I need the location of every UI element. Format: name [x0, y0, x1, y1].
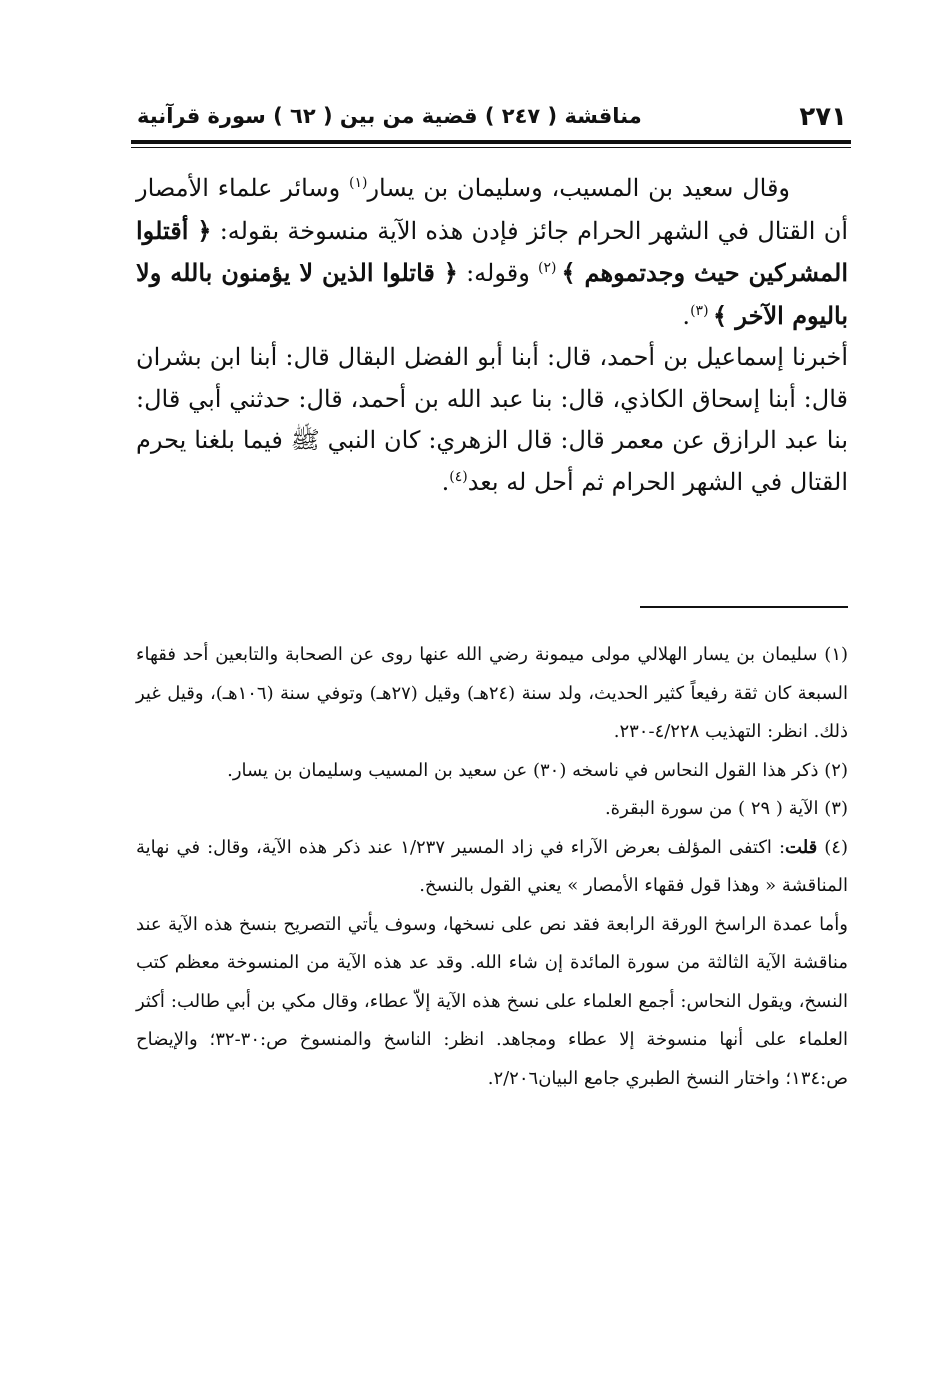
paragraph-2	[136, 337, 848, 503]
footnote-ref-4: (٤)	[449, 468, 468, 485]
paragraph-1-text-3: وقوله:	[457, 259, 538, 287]
paragraph-1-text-4: .	[682, 301, 691, 330]
footnote-3: (٣) الآية ( ٢٩ ) من سورة البقرة.	[604, 798, 848, 819]
footnote-4-number: (٤)	[817, 836, 848, 858]
quran-verse-2: ﴿ قاتلوا الذين لا يؤمنون بالله ولا باليوم الآخر ﴾	[136, 258, 848, 330]
paragraph-2-text-1: أخبرنا إسماعيل بن أحمد، قال: أبنا أبو الفضل البقال قال: أبنا ابن بشران قال: أبنا إسحاق الكاذي، قال: بنا عبد الله بن أحمد، قال: حدثني أبي قال: بنا عبد الرازق عن معمر قال: قال الزهري: كان النبي ﷺ فيما بلغنا يحرم القتال في الشهر الحرام ثم أحل له بعد	[136, 343, 848, 496]
main-text	[136, 168, 848, 503]
quran-verse-1: ﴿ أقتلوا المشركين حيث وجدتموهم ﴾	[136, 215, 849, 287]
paragraph-1	[136, 168, 848, 337]
footnote-4-continuation: وأما عمدة الراسخ الورقة الرابعة فقد نص على نسخها، وسوف يأتي التصريح بنسخ هذه الآية عند مناقشة الآية الثالثة من سورة المائدة إن شاء الله. وقد عد هذه الآية من المنسوخة معظم كتب النسخ، ويقول النحاس: أجمع العلماء على نسخ هذه الآية إلاّ عطاء، وقال مكي بن أبي طالب: أكثر العلماء على أنها منسوخة إلا عطاء ومجاهد. انظر: الناسخ والمنسوخ ص:٣٠-٣٢؛ والإيضاح ص:١٣٤؛ واختار النسخ الطبري جامع البيان٢/٢٠٦.	[136, 913, 848, 1089]
footnotes	[136, 636, 848, 1098]
paragraph-2-text-2: .	[441, 467, 450, 496]
paragraph-1-text-2: وسائر علماء الأمصار أن القتال في الشهر الحرام جائز فإدن هذه الآية منسوخة بقوله:	[136, 174, 848, 245]
footnote-separator	[640, 606, 848, 608]
footnote-4-bold-word: قلت	[785, 836, 818, 858]
running-title: مناقشة ( ٢٤٧ ) قضية من بين ( ٦٢ ) سورة قرآنية	[137, 104, 642, 128]
footnote-2: (٢) ذكر هذا القول النحاس في ناسخه (٣٠) عن سعيد بن المسيب وسليمان بن يسار.	[227, 759, 848, 781]
footnote-ref-3: (٣)	[690, 302, 713, 319]
footnote-ref-2: (٢)	[538, 260, 562, 276]
footnote-ref-1: (١)	[349, 175, 368, 191]
footnote-4-text: : اكتفى المؤلف بعرض الآراء في زاد المسير ١/٢٣٧ عند ذكر هذه الآية، وقال: في نهاية المناقشة « وهذا قول فقهاء الأمصار » يعني القول بالنسخ.	[136, 836, 848, 896]
footnote-1: (١) سليمان بن يسار الهلالي مولى ميمونة رضي الله عنها روى عن الصحابة والتابعين أحد فقهاء السبعة كان ثقة رفيعاً كثير الحديث، ولد سنة (٢٤هـ) وقيل (٢٧هـ) وتوفي سنة (١٠٦هـ)، وقيل غير ذلك. انظر: التهذيب ٤/٢٢٨-٢٣٠.	[136, 644, 849, 742]
footnote-4	[136, 829, 848, 906]
header-rule-thick	[131, 140, 851, 144]
page-number: ٢٧١	[799, 102, 847, 132]
paragraph-1-text-1: وقال سعيد بن المسيب، وسليمان بن يسار	[367, 174, 791, 202]
page-header	[133, 98, 851, 136]
header-rule-thin	[131, 147, 851, 148]
